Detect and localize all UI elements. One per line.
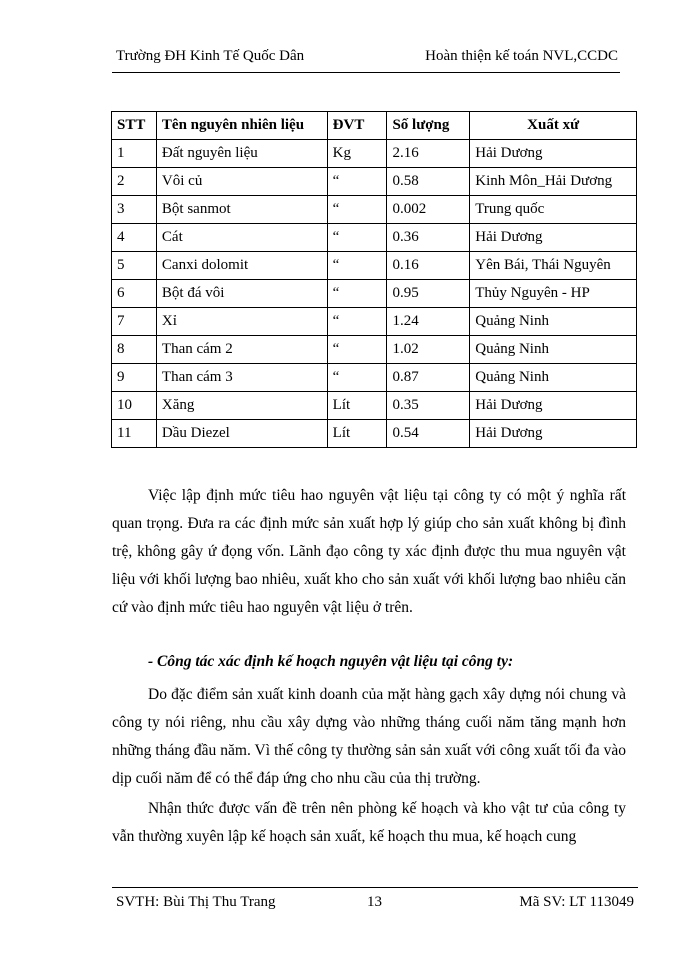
table-row: [112, 280, 637, 308]
page-number: 13: [367, 894, 382, 910]
cell-unit: Lít: [327, 420, 387, 448]
cell-origin: Hải Dương: [470, 140, 637, 168]
section-heading: - Công tác xác định kế hoạch nguyên vật liệu tại công ty:: [148, 653, 514, 670]
cell-quantity: 0.54: [387, 420, 470, 448]
cell-origin: Quảng Ninh: [470, 336, 637, 364]
cell-stt: 7: [112, 308, 157, 336]
paragraph-text: Nhận thức được vấn đề trên nên phòng kế hoạch và kho vật tư của công ty vẫn thường xuyên lập kế hoạch sản xuất, kế hoạch thu mua, kế hoạch cung: [112, 800, 626, 845]
table-row: [112, 392, 637, 420]
cell-unit: “: [327, 308, 387, 336]
cell-unit: “: [327, 196, 387, 224]
cell-stt: 8: [112, 336, 157, 364]
cell-material-name: Đất nguyên liệu: [156, 140, 327, 168]
cell-origin: Trung quốc: [470, 196, 637, 224]
table-row: [112, 336, 637, 364]
cell-quantity: 0.35: [387, 392, 470, 420]
page-header: [112, 42, 620, 73]
cell-stt: 3: [112, 196, 157, 224]
cell-material-name: Than cám 2: [156, 336, 327, 364]
cell-origin: Kinh Môn_Hải Dương: [470, 168, 637, 196]
footer-student-name: SVTH: Bùi Thị Thu Trang: [116, 894, 276, 910]
paragraph-production-characteristics: [112, 681, 626, 793]
cell-material-name: Bột đá vôi: [156, 280, 327, 308]
page-footer: [112, 887, 638, 916]
cell-unit: “: [327, 336, 387, 364]
cell-unit: “: [327, 252, 387, 280]
cell-origin: Quảng Ninh: [470, 364, 637, 392]
cell-unit: Kg: [327, 140, 387, 168]
cell-stt: 2: [112, 168, 157, 196]
cell-quantity: 0.002: [387, 196, 470, 224]
cell-quantity: 0.95: [387, 280, 470, 308]
cell-stt: 1: [112, 140, 157, 168]
cell-unit: Lít: [327, 392, 387, 420]
cell-unit: “: [327, 364, 387, 392]
cell-material-name: Than cám 3: [156, 364, 327, 392]
col-header-quantity: Số lượng: [387, 112, 470, 140]
table-row: [112, 252, 637, 280]
cell-material-name: Canxi dolomit: [156, 252, 327, 280]
table-row: [112, 224, 637, 252]
cell-stt: 4: [112, 224, 157, 252]
cell-origin: Quảng Ninh: [470, 308, 637, 336]
cell-material-name: Dầu Diezel: [156, 420, 327, 448]
cell-quantity: 0.36: [387, 224, 470, 252]
footer-student-id: Mã SV: LT 113049: [519, 894, 634, 910]
cell-quantity: 2.16: [387, 140, 470, 168]
col-header-stt: STT: [112, 112, 157, 140]
paragraph-planning: [112, 795, 626, 851]
cell-origin: Yên Bái, Thái Nguyên: [470, 252, 637, 280]
paragraph-text: Do đặc điểm sản xuất kinh doanh của mặt hàng gạch xây dựng nói chung và công ty nói riêng, nhu cầu xây dựng vào những tháng cuối năm tăng mạnh hơn những tháng đầu năm. Vì thế công ty thường sản sản xuất với công xuất tối đa vào dịp cuối năm để có thể đáp ứng cho nhu cầu của thị trường.: [112, 686, 626, 787]
cell-origin: Hải Dương: [470, 392, 637, 420]
cell-origin: Thủy Nguyên - HP: [470, 280, 637, 308]
cell-stt: 9: [112, 364, 157, 392]
table-row: [112, 364, 637, 392]
cell-material-name: Bột sanmot: [156, 196, 327, 224]
cell-material-name: Xăng: [156, 392, 327, 420]
header-university: Trường ĐH Kinh Tế Quốc Dân: [116, 48, 305, 64]
cell-origin: Hải Dương: [470, 224, 637, 252]
table-row: [112, 196, 637, 224]
cell-unit: “: [327, 224, 387, 252]
cell-stt: 6: [112, 280, 157, 308]
paragraph-text: Việc lập định mức tiêu hao nguyên vật liệu tại công ty có một ý nghĩa rất quan trọng. Đưa ra các định mức sản xuất hợp lý giúp cho sản xuất không bị đình trệ, không gây ứ đọng vốn. Lãnh đạo công ty xác định được thu mua nguyên vật liệu với khối lượng bao nhiêu, xuất kho cho sản xuất với khối lượng bao nhiêu căn cứ vào định mức tiêu hao nguyên vật liệu ở trên.: [112, 487, 626, 616]
cell-material-name: Cát: [156, 224, 327, 252]
col-header-unit: ĐVT: [327, 112, 387, 140]
col-header-material-name: Tên nguyên nhiên liệu: [156, 112, 327, 140]
cell-material-name: Vôi củ: [156, 168, 327, 196]
table-row: [112, 140, 637, 168]
header-document-title: Hoàn thiện kế toán NVL,CCDC: [425, 48, 618, 64]
cell-quantity: 0.16: [387, 252, 470, 280]
cell-quantity: 1.02: [387, 336, 470, 364]
table-row: [112, 420, 637, 448]
cell-unit: “: [327, 280, 387, 308]
cell-unit: “: [327, 168, 387, 196]
col-header-origin: Xuất xứ: [470, 112, 637, 140]
cell-material-name: Xỉ: [156, 308, 327, 336]
cell-stt: 10: [112, 392, 157, 420]
paragraph-consumption-norms: [112, 482, 626, 622]
table-row: [112, 308, 637, 336]
cell-origin: Hải Dương: [470, 420, 637, 448]
cell-quantity: 0.87: [387, 364, 470, 392]
cell-stt: 11: [112, 420, 157, 448]
cell-stt: 5: [112, 252, 157, 280]
table-header-row: [112, 112, 637, 140]
table-row: [112, 168, 637, 196]
materials-table: [111, 111, 637, 448]
cell-quantity: 1.24: [387, 308, 470, 336]
cell-quantity: 0.58: [387, 168, 470, 196]
